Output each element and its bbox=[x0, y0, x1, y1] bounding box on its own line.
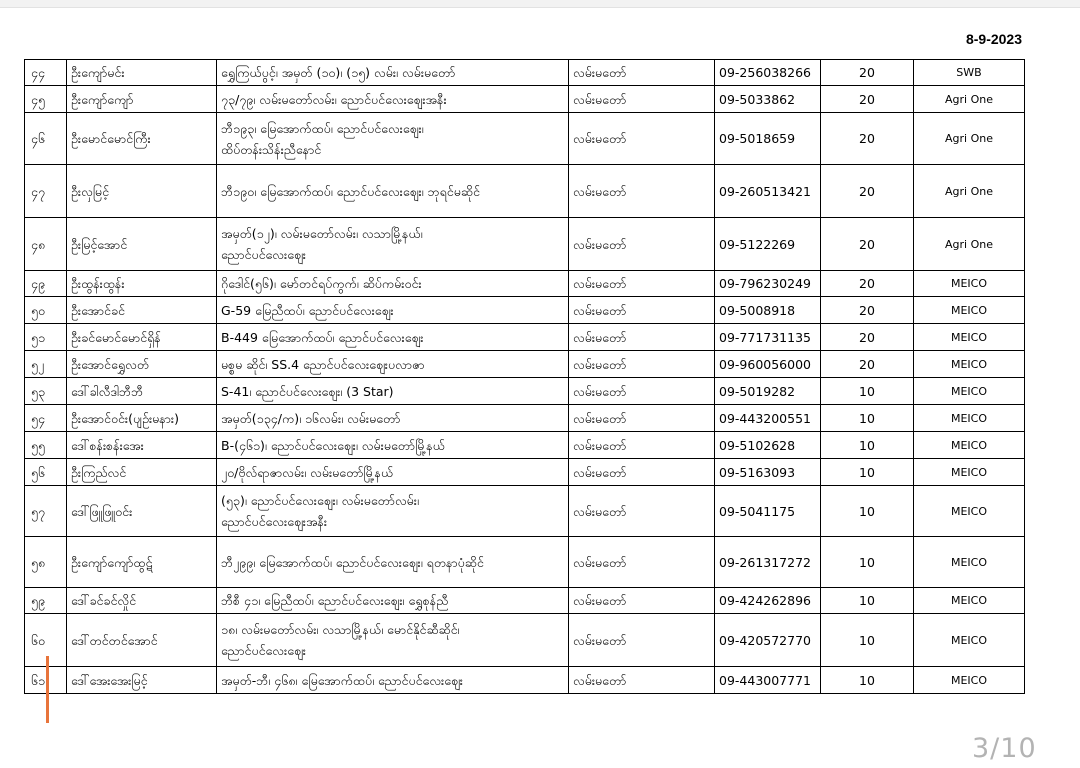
township-cell: လမ်းမတော် bbox=[569, 297, 715, 324]
township-cell: လမ်းမတော် bbox=[569, 537, 715, 588]
table-row bbox=[25, 614, 1025, 667]
address-cell bbox=[217, 378, 569, 405]
address-cell bbox=[217, 667, 569, 694]
name-cell: ဦးခင်မောင်မောင်ရှိန် bbox=[67, 324, 217, 351]
table-row bbox=[25, 218, 1025, 271]
table-row bbox=[25, 588, 1025, 614]
row-number-cell: ၆၀ bbox=[25, 614, 67, 667]
address-line: B-449 မြေအောက်ထပ်၊ ညောင်ပင်လေးဈေး bbox=[221, 329, 424, 345]
township-cell: လမ်းမတော် bbox=[569, 378, 715, 405]
viewer-top-bar bbox=[0, 0, 1080, 8]
company-cell: Agri One bbox=[914, 86, 1025, 113]
quantity-cell: 10 bbox=[821, 486, 914, 537]
company-cell: MEICO bbox=[914, 324, 1025, 351]
quantity-cell: 10 bbox=[821, 378, 914, 405]
name-cell: ဒေါ်အေးအေးမြင့် bbox=[67, 667, 217, 694]
address-cell bbox=[217, 218, 569, 271]
address-line: ဘီစီ ၄၁၊ မြေညီထပ်၊ ညောင်ပင်လေးဈေး၊ ရွှေစုန်ညီ bbox=[221, 593, 449, 608]
address-cell bbox=[217, 405, 569, 432]
address-cell bbox=[217, 86, 569, 113]
phone-cell: 09-5008918 bbox=[715, 297, 821, 324]
quantity-cell: 10 bbox=[821, 667, 914, 694]
company-cell: Agri One bbox=[914, 113, 1025, 165]
company-cell: MEICO bbox=[914, 459, 1025, 486]
quantity-cell: 10 bbox=[821, 614, 914, 667]
row-number-cell: ၅၂ bbox=[25, 351, 67, 378]
table-row bbox=[25, 271, 1025, 297]
address-line: ညောင်ပင်လေးဈေးအနီး bbox=[221, 514, 328, 529]
address-cell bbox=[217, 60, 569, 86]
row-number-cell: ၅၇ bbox=[25, 486, 67, 537]
phone-cell: 09-771731135 bbox=[715, 324, 821, 351]
address-line: ၁၈၊ လမ်းမတော်လမ်း၊ လသာမြို့နယ်၊ မောင်နိုင်ဆီဆိုင်၊ bbox=[221, 622, 460, 637]
phone-cell: 09-5018659 bbox=[715, 113, 821, 165]
row-number-cell: ၅၈ bbox=[25, 537, 67, 588]
row-number-cell: ၅၁ bbox=[25, 324, 67, 351]
address-cell bbox=[217, 537, 569, 588]
name-cell: ဦးအောင်ခင် bbox=[67, 297, 217, 324]
phone-cell: 09-960056000 bbox=[715, 351, 821, 378]
row-number-cell: ၅၉ bbox=[25, 588, 67, 614]
table-row bbox=[25, 113, 1025, 165]
address-line: ထိပ်တန်းသိန်းညီနောင် bbox=[221, 141, 322, 157]
phone-cell: 09-5041175 bbox=[715, 486, 821, 537]
company-cell: MEICO bbox=[914, 378, 1025, 405]
phone-cell: 09-420572770 bbox=[715, 614, 821, 667]
table-row bbox=[25, 459, 1025, 486]
address-line: ဘီ၁၉၃၊ မြေအောက်ထပ်၊ ညောင်ပင်လေးဈေး၊ bbox=[221, 120, 424, 136]
township-cell: လမ်းမတော် bbox=[569, 218, 715, 271]
address-line: ဘီ၁၉၀၊ မြေအောက်ထပ်၊ ညောင်ပင်လေးဈေး၊ ဘုရင်မဆိုင် bbox=[221, 183, 480, 199]
row-number-cell: ၄၆ bbox=[25, 113, 67, 165]
township-cell: လမ်းမတော် bbox=[569, 588, 715, 614]
phone-cell: 09-261317272 bbox=[715, 537, 821, 588]
scroll-cursor-marker bbox=[46, 656, 49, 723]
name-cell: ဒေါ်ခါလီဒါဘီဘီ bbox=[67, 378, 217, 405]
name-cell: ဒေါ်ခင်ခင်လှိုင် bbox=[67, 588, 217, 614]
township-cell: လမ်းမတော် bbox=[569, 60, 715, 86]
row-number-cell: ၅၀ bbox=[25, 297, 67, 324]
address-cell bbox=[217, 614, 569, 667]
name-cell: ဦးကျော်ကျော်ထွဋ် bbox=[67, 537, 217, 588]
table-row bbox=[25, 165, 1025, 218]
phone-cell: 09-5122269 bbox=[715, 218, 821, 271]
table-row bbox=[25, 86, 1025, 113]
phone-cell: 09-5163093 bbox=[715, 459, 821, 486]
name-cell: ဦးအောင်ဝင်း(ပျဥ်းမနား) bbox=[67, 405, 217, 432]
address-cell bbox=[217, 113, 569, 165]
address-cell bbox=[217, 165, 569, 218]
township-cell: လမ်းမတော် bbox=[569, 86, 715, 113]
row-number-cell: ၄၇ bbox=[25, 165, 67, 218]
company-cell: MEICO bbox=[914, 271, 1025, 297]
name-cell: ဦးထွန်းထွန်း bbox=[67, 271, 217, 297]
company-cell: MEICO bbox=[914, 588, 1025, 614]
quantity-cell: 20 bbox=[821, 324, 914, 351]
document-date: 8-9-2023 bbox=[965, 31, 1022, 47]
township-cell: လမ်းမတော် bbox=[569, 271, 715, 297]
address-line: B-(၄၆၁)၊ ညောင်ပင်လေးဈေး၊ လမ်းမတော်မြို့နယ် bbox=[221, 437, 445, 453]
name-cell: ဦးကြည်လင် bbox=[67, 459, 217, 486]
phone-cell: 09-443007771 bbox=[715, 667, 821, 694]
township-cell: လမ်းမတော် bbox=[569, 405, 715, 432]
township-cell: လမ်းမတော် bbox=[569, 432, 715, 459]
table-row bbox=[25, 378, 1025, 405]
phone-cell: 09-260513421 bbox=[715, 165, 821, 218]
quantity-cell: 20 bbox=[821, 351, 914, 378]
quantity-cell: 10 bbox=[821, 537, 914, 588]
township-cell: လမ်းမတော် bbox=[569, 459, 715, 486]
township-cell: လမ်းမတော် bbox=[569, 113, 715, 165]
address-cell bbox=[217, 324, 569, 351]
township-cell: လမ်းမတော် bbox=[569, 614, 715, 667]
company-cell: MEICO bbox=[914, 537, 1025, 588]
name-cell: ဦးမောင်မောင်ကြီး bbox=[67, 113, 217, 165]
company-cell: MEICO bbox=[914, 486, 1025, 537]
township-cell: လမ်းမတော် bbox=[569, 486, 715, 537]
row-number-cell: ၄၈ bbox=[25, 218, 67, 271]
name-cell: ဒေါ်တင်တင်အောင် bbox=[67, 614, 217, 667]
quantity-cell: 20 bbox=[821, 218, 914, 271]
company-cell: Agri One bbox=[914, 218, 1025, 271]
company-cell: MEICO bbox=[914, 432, 1025, 459]
address-cell bbox=[217, 459, 569, 486]
township-cell: လမ်းမတော် bbox=[569, 165, 715, 218]
table-row bbox=[25, 432, 1025, 459]
quantity-cell: 10 bbox=[821, 432, 914, 459]
address-line: ၂၀/ဗိုလ်ရာဇာလမ်း၊ လမ်းမတော်မြို့နယ် bbox=[221, 464, 394, 480]
name-cell: ဦးလှမြင့် bbox=[67, 165, 217, 218]
row-number-cell: ၄၉ bbox=[25, 271, 67, 297]
company-cell: MEICO bbox=[914, 405, 1025, 432]
address-line: G-59 မြေညီထပ်၊ ညောင်ပင်လေးဈေး bbox=[221, 302, 394, 318]
row-number-cell: ၄၅ bbox=[25, 86, 67, 113]
name-cell: ဒေါ်ဖြူဖြူဝင်း bbox=[67, 486, 217, 537]
address-cell bbox=[217, 271, 569, 297]
name-cell: ဦးကျော်မင်း bbox=[67, 60, 217, 86]
distributor-table bbox=[24, 59, 1025, 694]
company-cell: Agri One bbox=[914, 165, 1025, 218]
address-cell bbox=[217, 351, 569, 378]
table-row bbox=[25, 537, 1025, 588]
table-row bbox=[25, 667, 1025, 694]
table-row bbox=[25, 297, 1025, 324]
quantity-cell: 20 bbox=[821, 271, 914, 297]
quantity-cell: 20 bbox=[821, 60, 914, 86]
phone-cell: 09-796230249 bbox=[715, 271, 821, 297]
row-number-cell: ၆၁ bbox=[25, 667, 67, 694]
address-line: (၅၃)၊ ညောင်ပင်လေးဈေး၊ လမ်းမတော်လမ်း၊ bbox=[221, 493, 419, 508]
quantity-cell: 20 bbox=[821, 86, 914, 113]
address-cell bbox=[217, 297, 569, 324]
phone-cell: 09-424262896 bbox=[715, 588, 821, 614]
address-line: ဂိုဒေါင်(၅၆)၊ မော်တင်ရပ်ကွက်၊ ဆိပ်ကမ်းဝင်း bbox=[221, 276, 422, 291]
name-cell: ဒေါ်စန်းစန်းအေး bbox=[67, 432, 217, 459]
company-cell: MEICO bbox=[914, 667, 1025, 694]
quantity-cell: 10 bbox=[821, 459, 914, 486]
quantity-cell: 10 bbox=[821, 405, 914, 432]
township-cell: လမ်းမတော် bbox=[569, 324, 715, 351]
row-number-cell: ၅၆ bbox=[25, 459, 67, 486]
name-cell: ဦးမြင့်အောင် bbox=[67, 218, 217, 271]
page-indicator: 3/10 bbox=[972, 733, 1037, 764]
table-row bbox=[25, 324, 1025, 351]
row-number-cell: ၅၃ bbox=[25, 378, 67, 405]
address-line: အမှတ်-ဘီ၊ ၄၆၈၊ မြေအောက်ထပ်၊ ညောင်ပင်လေးဈေး bbox=[221, 672, 463, 688]
company-cell: MEICO bbox=[914, 614, 1025, 667]
table-row bbox=[25, 351, 1025, 378]
quantity-cell: 20 bbox=[821, 165, 914, 218]
company-cell: MEICO bbox=[914, 297, 1025, 324]
address-line: အမှတ်(၁၃၄/က)၊ ၁၆လမ်း၊ လမ်းမတော် bbox=[221, 410, 401, 426]
address-line: ၇၃/၇၉၊ လမ်းမတော်လမ်း၊ ညောင်ပင်လေးဈေးအနီး bbox=[221, 91, 447, 107]
address-cell bbox=[217, 486, 569, 537]
table-row bbox=[25, 486, 1025, 537]
quantity-cell: 20 bbox=[821, 297, 914, 324]
address-line: ရွှေကြယ်ပွင့်၊ အမှတ် (၁၀)၊ (၁၅) လမ်း၊ လမ်းမတော် bbox=[221, 65, 456, 80]
phone-cell: 09-5019282 bbox=[715, 378, 821, 405]
name-cell: ဦးကျော်ကျော် bbox=[67, 86, 217, 113]
name-cell: ဦးအောင်ရွှေလတ် bbox=[67, 351, 217, 378]
quantity-cell: 10 bbox=[821, 588, 914, 614]
township-cell: လမ်းမတော် bbox=[569, 351, 715, 378]
address-cell bbox=[217, 432, 569, 459]
quantity-cell: 20 bbox=[821, 113, 914, 165]
table-row bbox=[25, 60, 1025, 86]
address-line: ညောင်ပင်လေးဈေး bbox=[221, 643, 306, 658]
row-number-cell: ၅၄ bbox=[25, 405, 67, 432]
row-number-cell: ၅၅ bbox=[25, 432, 67, 459]
address-line: မစ္စမ ဆိုင်၊ SS.4 ညောင်ပင်လေးဈေးပလာဇာ bbox=[221, 356, 425, 372]
phone-cell: 09-5033862 bbox=[715, 86, 821, 113]
address-line: အမှတ်(၁၂)၊ လမ်းမတော်လမ်း၊ လသာမြို့နယ်၊ bbox=[221, 226, 423, 241]
company-cell: SWB bbox=[914, 60, 1025, 86]
address-cell bbox=[217, 588, 569, 614]
phone-cell: 09-5102628 bbox=[715, 432, 821, 459]
table-row bbox=[25, 405, 1025, 432]
row-number-cell: ၄၄ bbox=[25, 60, 67, 86]
address-line: S-41၊ ညောင်ပင်လေးဈေး၊ (3 Star) bbox=[221, 383, 394, 399]
company-cell: MEICO bbox=[914, 351, 1025, 378]
address-line: ညောင်ပင်လေးဈေး bbox=[221, 247, 306, 262]
address-line: ဘီ၂၉၉၊ မြေအောက်ထပ်၊ ညောင်ပင်လေးဈေး၊ ရတနာပုံဆိုင် bbox=[221, 554, 484, 570]
phone-cell: 09-256038266 bbox=[715, 60, 821, 86]
township-cell: လမ်းမတော် bbox=[569, 667, 715, 694]
phone-cell: 09-443200551 bbox=[715, 405, 821, 432]
